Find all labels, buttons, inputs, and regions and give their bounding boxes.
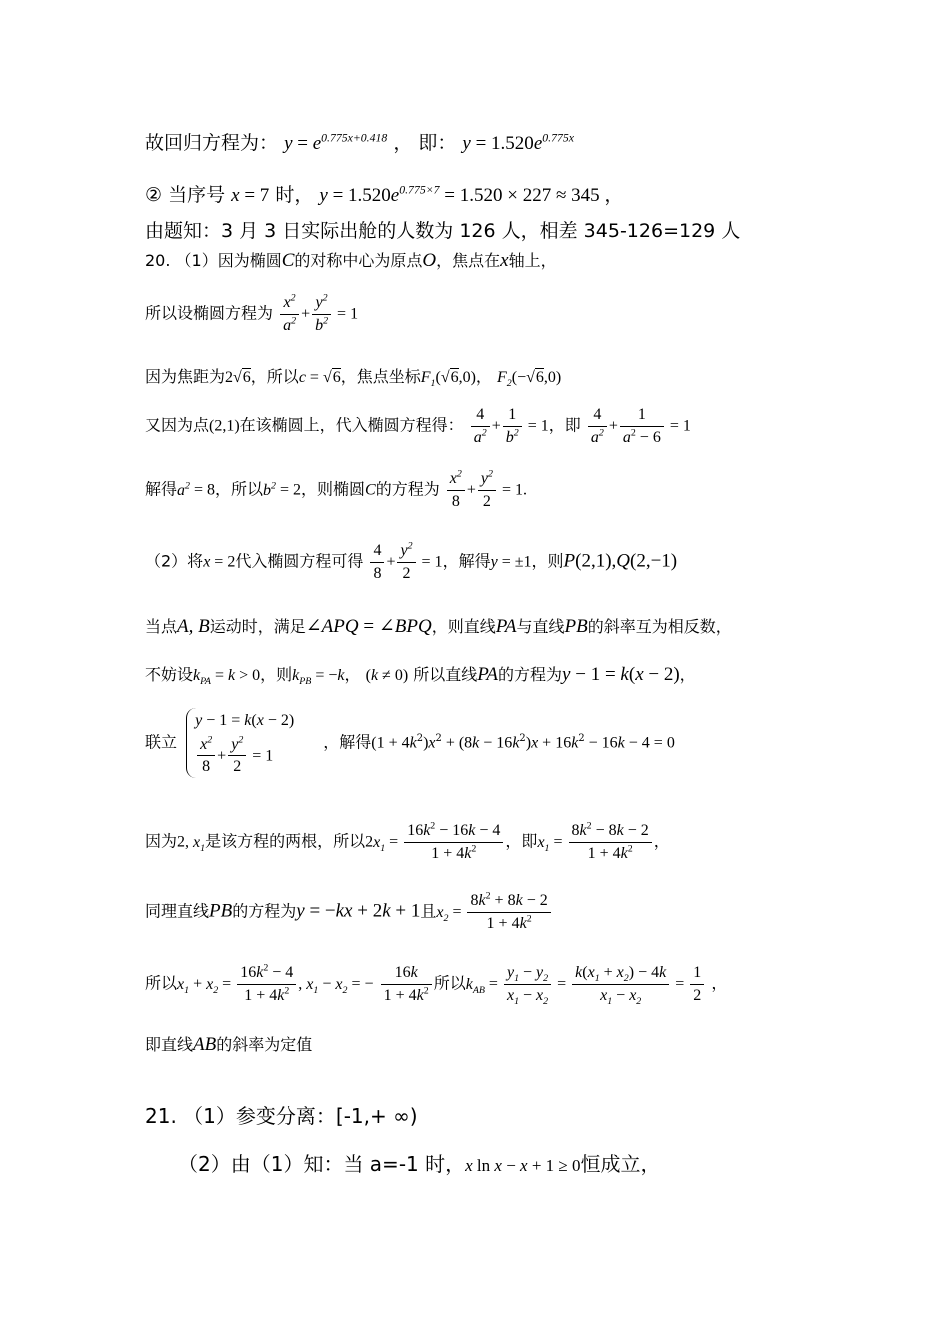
- fraction: $\frac{8k^2 - 8k - 2}{1 + 4k^2}$: [569, 820, 652, 864]
- fraction: $\frac{x^2}{a^2}$: [280, 292, 299, 336]
- problem-21-part-2: （2）由（1）知：当 a=-1 时，x ln x − x + 1 ≥ 0恒成立，: [178, 1152, 661, 1176]
- text: ，即: [505, 831, 538, 851]
- text: 因为焦距为: [145, 367, 226, 386]
- text: 代入椭圆方程可得: [235, 551, 364, 571]
- text: 当点: [145, 617, 178, 636]
- text: 所以设椭圆方程为: [145, 303, 274, 323]
- fraction: $\frac{1}{2}$: [690, 962, 704, 1006]
- fraction: $\frac{16k^2 - 16k - 4}{1 + 4k^2}$: [404, 820, 503, 864]
- fraction: $\frac{y^2}{2}$: [397, 540, 415, 584]
- ellipse-setup-line: 所以设椭圆方程为 $\frac{x^2}{a^2}$ + $\frac{y^2}{b^2}$ = 1: [145, 292, 358, 336]
- text: 是该方程的两根，所以: [205, 831, 366, 851]
- text: 又因为点: [145, 415, 210, 435]
- substitution-line: [145, 180, 623, 207]
- roots-line: 因为2, $x_1$是该方程的两根，所以$2x_1$ = $\frac{16k^2 - 16k - 4}{1 + 4k^2}$ ，即$x_1$ = $\frac{8k^2 - 8k - 2}{1 + 4k^2}$ ，: [145, 820, 670, 864]
- formula: $y = 1.520e^{0.775\times 7} = 1.520 \times 227 \approx 345$ ，: [319, 183, 624, 206]
- fraction: $\frac{x^2}{8}$: [447, 468, 465, 512]
- text: ，则直线: [431, 617, 496, 636]
- fraction: $\frac{8k^2 + 8k - 2}{1 + 4k^2}$: [467, 890, 550, 934]
- text: 在该椭圆上，代入椭圆方程得：: [239, 415, 464, 435]
- fraction: $\frac{16k}{1 + 4k^2}$: [381, 962, 432, 1006]
- text: 所以: [433, 973, 466, 993]
- text: ，解得: [442, 551, 491, 571]
- regression-equation-line: [145, 128, 574, 155]
- fraction: $\frac{y^2}{2}$: [478, 468, 496, 512]
- fraction: $\frac{4}{a^2}$: [588, 404, 607, 448]
- text: ，焦点在: [436, 251, 501, 270]
- text: 因为: [145, 831, 178, 851]
- text: ， 即：: [393, 132, 457, 154]
- formula: $y = e^{0.775x+0.418}$: [284, 131, 388, 154]
- fraction: $\frac{k(x_1 + x_2) - 4k}{x_1 - x_2}$: [572, 962, 669, 1006]
- problem-21-heading: 21. （1）参变分离：[-1,+ ∞): [145, 1104, 418, 1128]
- fraction: $\frac{1}{b^2}$: [503, 404, 522, 448]
- var: C: [281, 250, 295, 271]
- text: 故回归方程为：: [145, 132, 279, 154]
- text: 恒成立，: [580, 1152, 661, 1176]
- text: 所以: [145, 973, 178, 993]
- formula: $y = 1.520e^{0.775x}$: [462, 131, 574, 154]
- fraction: $\frac{1}{a^2 - 6}$: [620, 404, 664, 448]
- text: ② 当序号: [145, 184, 226, 206]
- text: 的斜率互为相反数，: [587, 617, 732, 636]
- text: ，即: [548, 415, 581, 435]
- text: 的方程为: [232, 901, 297, 921]
- problem-20-heading: [145, 248, 557, 272]
- system-line: 联立 y − 1 = k(x − 2) $\frac{x^2}{8}$ + $\frac{y^2}{2}$ = 1 ，解得$(1 + 4k^2)x^2 + (8k - 16k^2)x + 16k^2 - 16k - 4 = 0$: [145, 708, 675, 778]
- text: 时，: [275, 184, 314, 206]
- text: 的对称中心为原点: [294, 251, 423, 270]
- text: （2）将: [145, 551, 204, 571]
- text: ，焦点坐标: [340, 367, 421, 386]
- text: 同理直线: [145, 901, 210, 921]
- conclusion-line: 即直线AB的斜率为定值: [145, 1034, 313, 1055]
- text: 即直线: [145, 1035, 194, 1054]
- fraction: $\frac{16k^2 - 4}{1 + 4k^2}$: [237, 962, 296, 1006]
- text: 的方程为: [498, 665, 563, 684]
- text: 与直线: [516, 617, 565, 636]
- text: 联立: [145, 732, 178, 752]
- text: 所以直线: [413, 665, 478, 684]
- fraction: $\frac{y^2}{b^2}$: [312, 292, 331, 336]
- var: O: [422, 250, 437, 271]
- focal-distance-line: 因为焦距为2√6，所以c = √6，焦点坐标$F_1(√6,0)$， $F_2(-√6,0)$: [145, 367, 562, 390]
- text: 轴上，: [508, 251, 557, 270]
- text: 20. （1）因为椭圆: [145, 251, 282, 270]
- text: ，则: [531, 551, 564, 571]
- solution-a-line: 解得$a^2 = 8$，所以$b^2 = 2$，则椭圆C的方程为 $\frac{x^2}{8}$ + $\frac{y^2}{2}$ = 1.: [145, 468, 527, 512]
- text: ，则椭圆: [301, 479, 366, 499]
- text: 的斜率为定值: [216, 1035, 313, 1054]
- fraction: $\frac{4}{8}$: [370, 540, 384, 584]
- text: 不妨设: [145, 665, 194, 684]
- text: ，所以: [250, 367, 299, 386]
- part-2-line: （2）将x = 2代入椭圆方程可得 $\frac{4}{8}$ + $\frac{y^2}{2}$ = 1，解得y = ±1，则P(2,1),Q(2,−1): [145, 540, 677, 584]
- text: ，则: [260, 665, 293, 684]
- text: 且: [420, 901, 437, 921]
- text: 的方程为: [375, 479, 440, 499]
- line-pb-line: 同理直线PB的方程为y = −kx + 2k + 1且$x_2$ = $\frac{8k^2 + 8k - 2}{1 + 4k^2}$: [145, 890, 553, 934]
- formula: x = 7: [231, 185, 270, 206]
- difference-line: 由题知：3 月 3 日实际出舱的人数为 126 人，相差 345-126=129 人: [145, 220, 741, 242]
- point-substitution-line: 又因为点(2,1)在该椭圆上，代入椭圆方程得： $\frac{4}{a^2}$ + $\frac{1}{b^2}$ = 1，即 $\frac{4}{a^2}$ + $\frac{1}{a^2 - 6}$ = 1: [145, 404, 691, 448]
- moving-points-line: 当点A, B运动时，满足∠APQ = ∠BPQ，则直线PA与直线PB的斜率互为相反数，: [145, 616, 732, 637]
- text: （2）由（1）知：当 a=-1 时，: [178, 1152, 466, 1176]
- slope-assumption-line: 不妨设$k_{PA} = k > 0$，则$k_{PB} = -k$， (k ≠ 0) 所以直线PA的方程为y − 1 = k(x − 2)，: [145, 664, 696, 688]
- text: 解得: [145, 479, 178, 499]
- var: x: [500, 250, 509, 271]
- slope-ab-line: 所以$x_1 + x_2$ = $\frac{16k^2 - 4}{1 + 4k^2}$ , $x_1 - x_2$ = − $\frac{16k}{1 + 4k^2}$ 所以$k_{AB}$ = $\frac{y_1 - y_2}{x_1 - x_2}$ = $\frac{k(x_1 + x_2) - 4k}{x_1 - x_2}$ = $\frac{1}{2}$ ，: [145, 962, 728, 1007]
- text: 运动时，满足: [209, 617, 306, 636]
- text: ，所以: [215, 479, 264, 499]
- equation-system: y − 1 = k(x − 2) $\frac{x^2}{8}$ + $\frac{y^2}{2}$ = 1: [186, 708, 294, 778]
- fraction: $\frac{y_1 - y_2}{x_1 - x_2}$: [504, 962, 551, 1006]
- text: ，解得: [323, 732, 372, 752]
- fraction: $\frac{4}{a^2}$: [471, 404, 490, 448]
